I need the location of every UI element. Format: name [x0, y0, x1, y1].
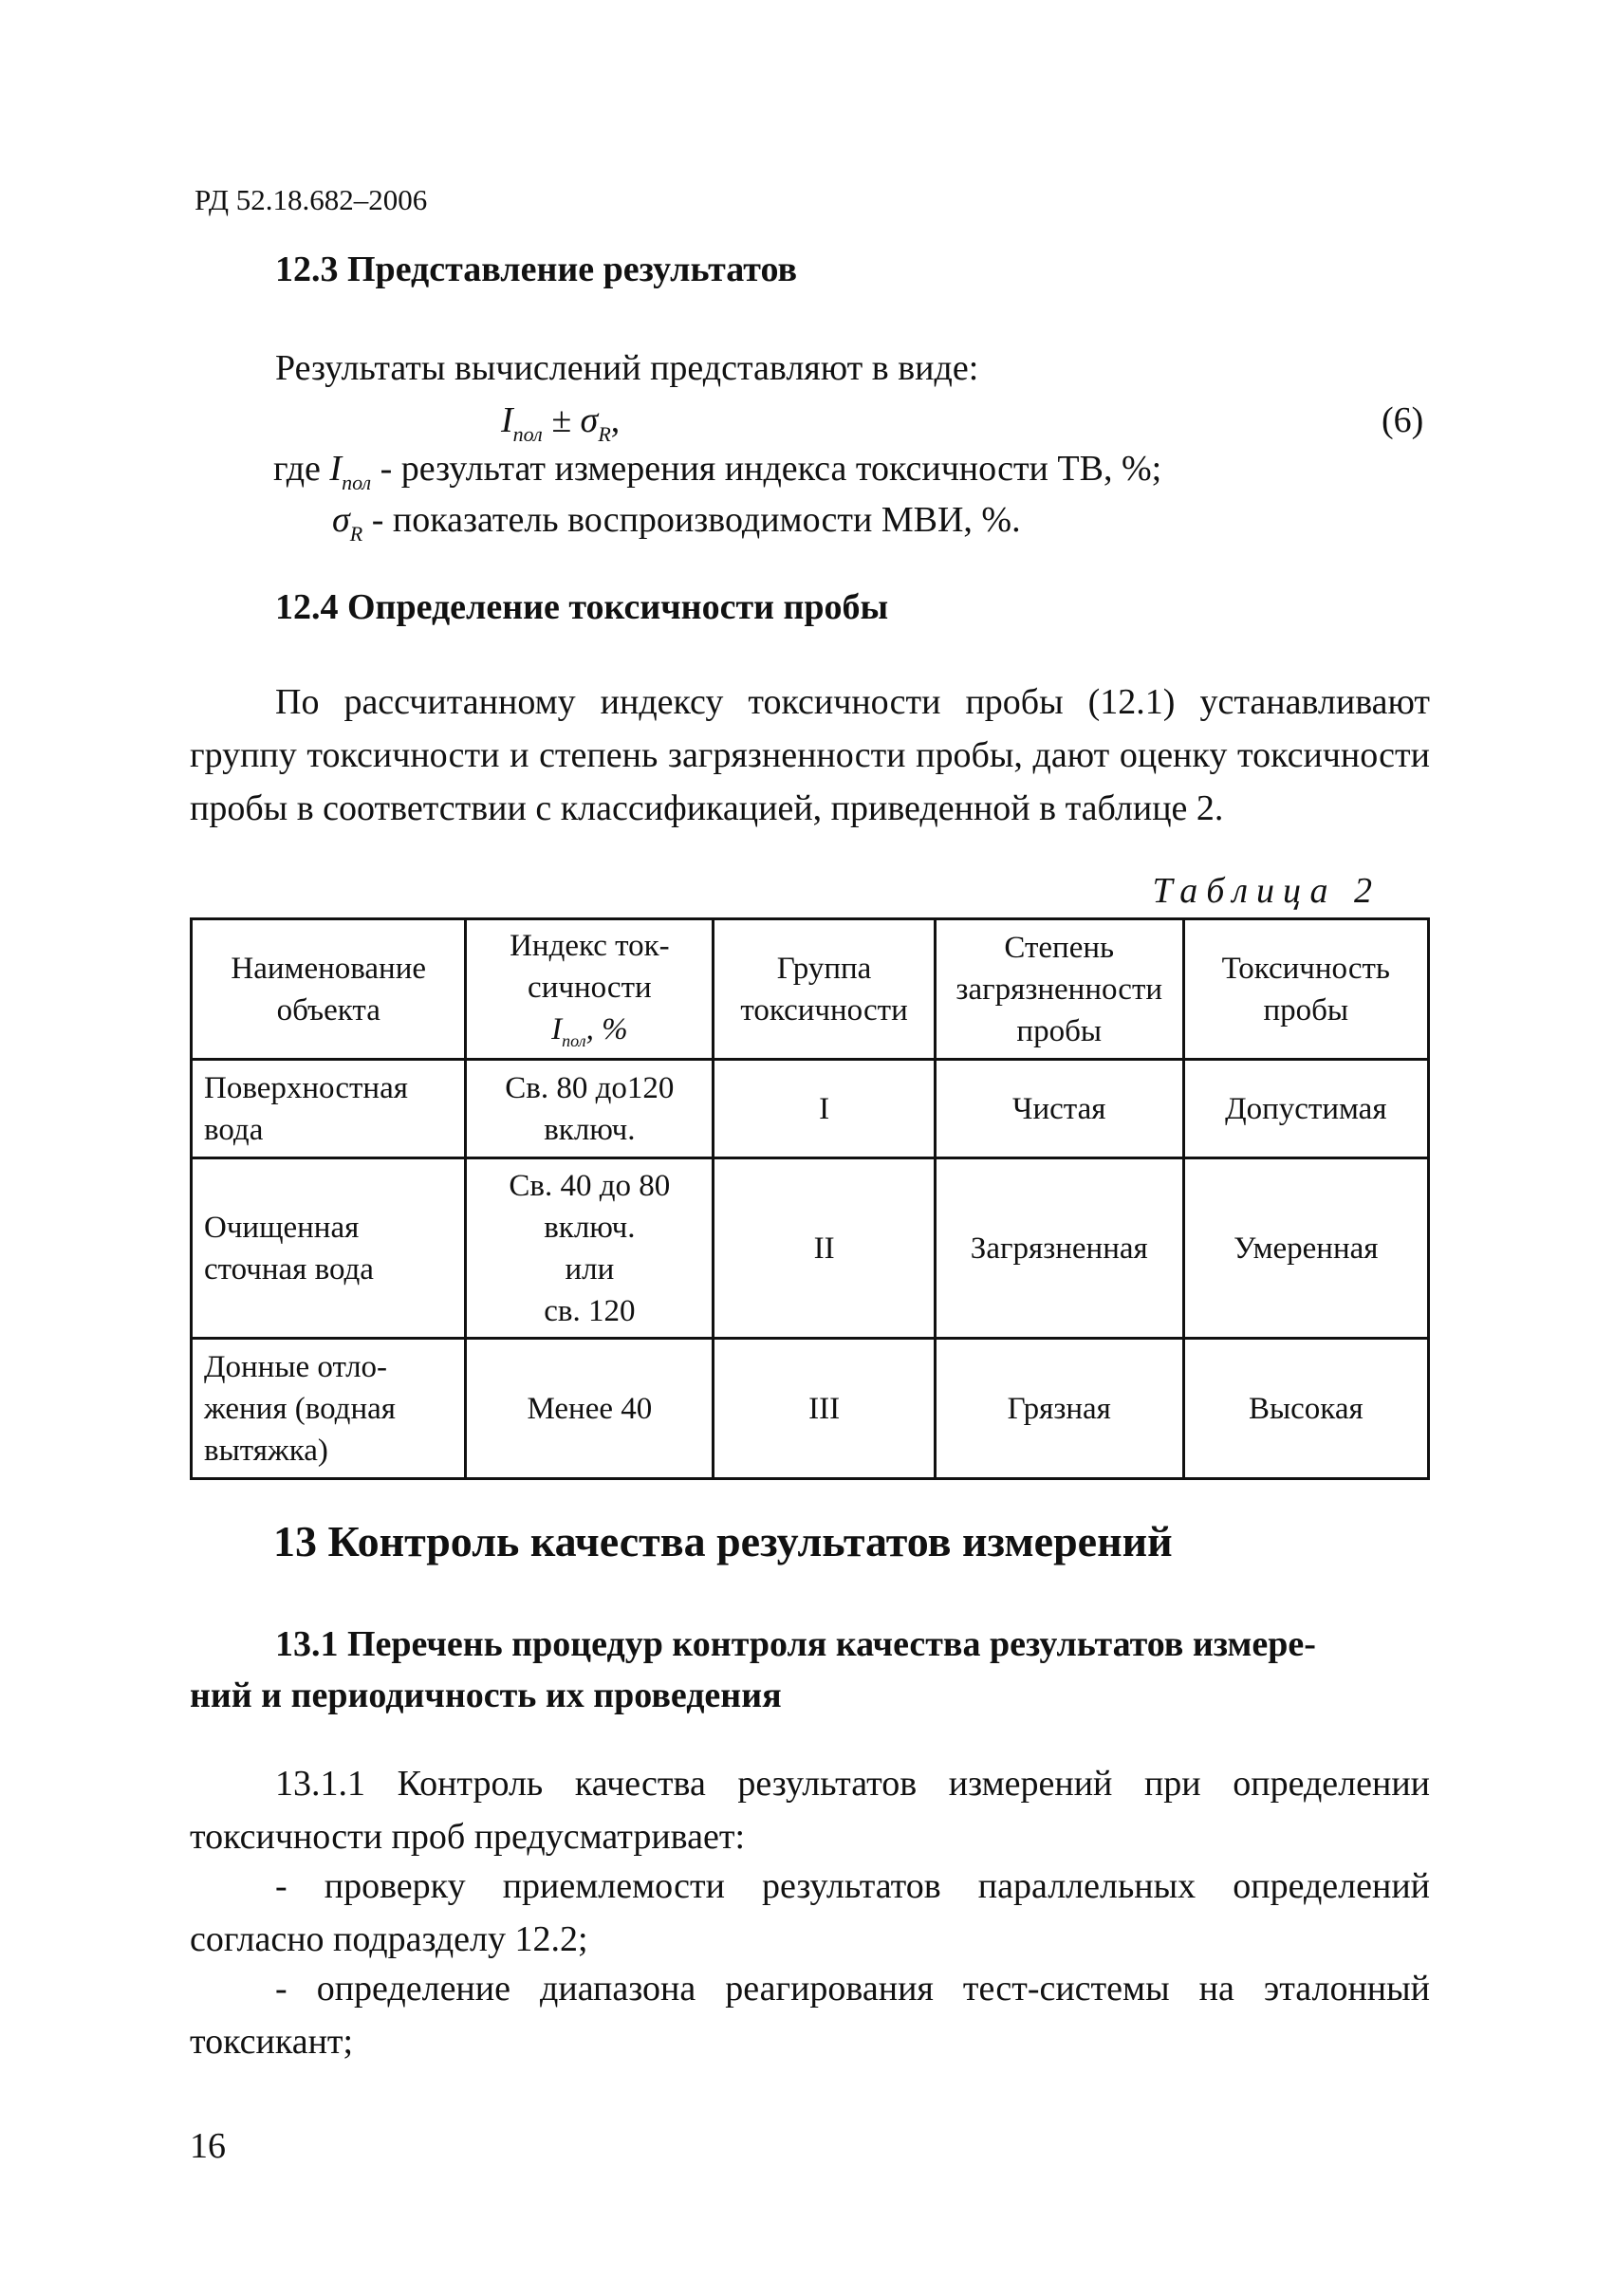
- def1-subscript: пол: [342, 471, 372, 494]
- cell-object: [192, 1060, 466, 1158]
- def2-subscript: R: [349, 522, 363, 546]
- header-degree-line: загрязненности: [955, 972, 1163, 1007]
- cell-group: III: [714, 1339, 936, 1479]
- section-12-4-heading: 12.4 Определение токсичности пробы: [275, 587, 889, 627]
- section-13-1-1-paragraph: 13.1.1 Контроль качества результатов измерений при определении токсичности проб предусматривает:: [190, 1764, 1430, 1857]
- definition-1: [273, 442, 1161, 500]
- section-12-4-paragraph: По рассчитанному индексу токсичности пробы (12.1) устанавливают группу токсичности и степень загрязненности пробы, дают оценку токсичности пробы в соответствии с классификацией, приведенной в таблице 2.: [190, 682, 1430, 828]
- header-group-line: токсичности: [740, 992, 908, 1028]
- cell-line: включ.: [544, 1210, 636, 1245]
- cell-line: вода: [204, 1112, 264, 1147]
- cell-group: I: [714, 1060, 936, 1158]
- formula-rest: ± σ: [551, 400, 599, 440]
- header-group: [714, 919, 936, 1060]
- def2-text: - показатель воспроизводимости МВИ, %.: [371, 500, 1021, 540]
- formula-rest-subscript: R: [598, 422, 611, 446]
- cell-line: св. 120: [544, 1293, 636, 1328]
- section-13-1-heading: [190, 1619, 1316, 1721]
- cell-line: Донные отло-: [204, 1349, 388, 1384]
- where-label: где: [273, 449, 321, 489]
- header-toxicity: [1183, 919, 1428, 1060]
- cell-line: Св. 40 до 80: [509, 1168, 671, 1203]
- table-header-row: [192, 919, 1429, 1060]
- header-object-line: объекта: [276, 992, 380, 1028]
- cell-line: включ.: [544, 1112, 636, 1147]
- header-degree-line: Степень: [1004, 930, 1115, 965]
- section-13-1-heading-line: 13.1 Перечень процедур контроля качества результатов измере-: [275, 1624, 1316, 1664]
- section-12-3-intro: Результаты вычислений представляют в виде:: [275, 348, 979, 388]
- cell-line: жения (водная: [204, 1391, 396, 1426]
- header-degree: [935, 919, 1183, 1060]
- table-caption: Таблица 2: [1152, 871, 1381, 911]
- cell-line: Св. 80 до120: [505, 1070, 675, 1105]
- section-13-1-heading-line: ний и периодичность их проведения: [190, 1676, 782, 1715]
- formula-tail: ,: [610, 400, 621, 440]
- cell-line: или: [565, 1251, 615, 1287]
- cell-toxicity: Высокая: [1183, 1339, 1428, 1479]
- formula-subscript: пол: [512, 422, 543, 446]
- formula-symbol: I: [501, 400, 513, 440]
- section-12-3-heading: 12.3 Представление результатов: [275, 250, 798, 289]
- header-group-line: Группа: [776, 951, 872, 986]
- header-degree-line: пробы: [1016, 1013, 1103, 1048]
- header-object-line: Наименование: [231, 951, 427, 986]
- cell-line: сточная вода: [204, 1251, 374, 1287]
- definition-2: [332, 493, 1021, 551]
- document-code: РД 52.18.682–2006: [195, 183, 428, 216]
- header-index-symbol: I: [551, 1011, 563, 1046]
- cell-line: Поверхностная: [204, 1070, 408, 1105]
- cell-index: [466, 1158, 714, 1339]
- cell-toxicity: Умеренная: [1183, 1158, 1428, 1339]
- cell-degree: Грязная: [935, 1339, 1183, 1479]
- cell-line: Очищенная: [204, 1210, 360, 1245]
- cell-object: [192, 1158, 466, 1339]
- cell-line: вытяжка): [204, 1433, 328, 1468]
- table-row: [192, 1158, 1429, 1339]
- header-object: [192, 919, 466, 1060]
- header-index-subscript: пол: [562, 1030, 586, 1050]
- page-number: 16: [190, 2126, 226, 2166]
- cell-object: [192, 1339, 466, 1479]
- header-index-symbol-line: [474, 1009, 704, 1054]
- list-item: - проверку приемлемости результатов параллельных определений согласно подразделу 12.2;: [190, 1866, 1430, 1959]
- list-item: - определение диапазона реагирования тест-системы на эталонный токсикант;: [190, 1969, 1430, 2062]
- table-2: [190, 917, 1430, 1480]
- table-row: [192, 1339, 1429, 1479]
- header-index-line: Индекс ток-: [510, 928, 670, 963]
- table-row: [192, 1060, 1429, 1158]
- cell-line: Менее 40: [527, 1391, 653, 1426]
- header-index-unit: , %: [585, 1011, 628, 1046]
- section-13-heading: 13 Контроль качества результатов измерений: [273, 1517, 1173, 1565]
- cell-degree: Загрязненная: [935, 1158, 1183, 1339]
- cell-index: [466, 1060, 714, 1158]
- def2-symbol: σ: [332, 500, 350, 540]
- cell-group: II: [714, 1158, 936, 1339]
- header-toxicity-line: пробы: [1263, 992, 1349, 1028]
- cell-degree: Чистая: [935, 1060, 1183, 1158]
- cell-toxicity: Допустимая: [1183, 1060, 1428, 1158]
- header-index: [466, 919, 714, 1060]
- formula-number: (6): [1382, 400, 1424, 440]
- cell-index: [466, 1339, 714, 1479]
- def1-symbol: I: [329, 449, 343, 489]
- header-index-line: сичности: [528, 970, 652, 1005]
- header-toxicity-line: Токсичность: [1221, 951, 1390, 986]
- def1-text: - результат измерения индекса токсичности ТВ, %;: [380, 449, 1162, 489]
